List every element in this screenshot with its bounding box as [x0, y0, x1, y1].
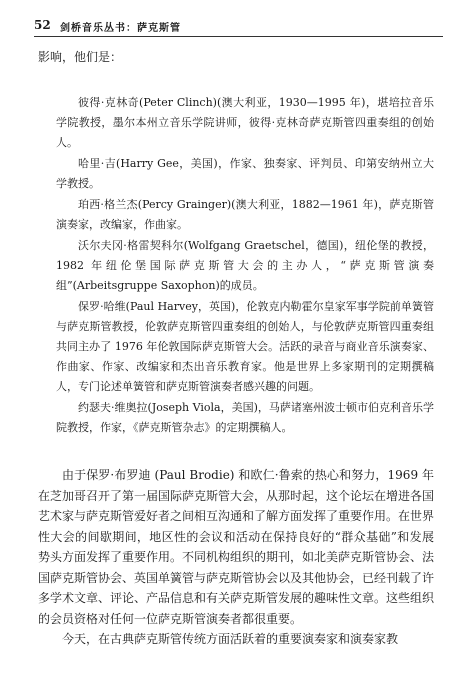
paragraph: 由于保罗·布罗迪 (Paul Brodie) 和欧仁·鲁索的热心和努力，1969 年在芝加哥召开了第一届国际萨克斯管大会，从那时起，这个论坛在增进各国艺术家与萨克斯管爱好者之间相互沟通和了解方面发挥了重要作用。在世界性大会的间歇期间，地区性的会议和活动在保持良好的“群众基础”和发展势头方面发挥了重要作用。不同机构组织的期刊，如北美萨克斯管协会、法国萨克斯管协会、英国单簧管与萨克斯管协会以及其他协会，已经刊载了许多学术文章、评论、产品信息和有关萨克斯管发展的趣味性文章。这些组织的会员资格对任何一位萨克斯管演奏者都很重要。 — [38, 468, 435, 626]
quoted-list — [56, 93, 434, 438]
intro-line: 影响，他们是： — [38, 50, 123, 64]
body-text — [38, 465, 434, 650]
list-item: 哈里·吉(Harry Gee，美国)，作家、独奏家、评判员、印第安纳州立大学教授。 — [56, 157, 434, 190]
running-title: 剑桥音乐丛书：萨克斯管 — [60, 23, 181, 34]
list-item: 沃尔夫冈·格雷契科尔(Wolfgang Graetschel，德国)，纽伦堡的教授，1982 年纽伦堡国际萨克斯管大会的主办人，“萨克斯管演奏组”(Arbeitsgruppe Saxophon)的成员。 — [56, 239, 434, 292]
page-number: 52 — [34, 18, 51, 32]
running-header — [34, 18, 441, 36]
list-item: 约瑟夫·维奥拉(Joseph Viola，美国)，马萨诸塞州波士顿市伯克利音乐学院教授，作家，《萨克斯管杂志》的定期撰稿人。 — [56, 401, 434, 434]
paragraph: 今天，在古典萨克斯管传统方面活跃着的重要演奏家和演奏家教 — [62, 632, 399, 646]
header-rule — [34, 36, 443, 37]
list-item: 彼得·克林奇(Peter Clinch)(澳大利亚，1930—1995 年)，堪培拉音乐学院教授，墨尔本州立音乐学院讲师，彼得·克林奇萨克斯管四重奏组的创始人。 — [56, 96, 434, 149]
list-item: 保罗·哈维(Paul Harvey，英国)，伦敦克内勒霍尔皇家军事学院前单簧管与萨克斯管教授，伦敦萨克斯管四重奏组的创始人，与伦敦萨克斯管四重奏组共同主办了 1976 年伦敦国际萨克斯管大会。活跃的录音与商业音乐演奏家、作曲家、作家、改编家和杰出音乐教育家。他是世界上多家期刊的定期撰稿人，专门论述单簧管和萨克斯管演奏者感兴趣的问题。 — [56, 300, 434, 393]
list-item: 珀西·格兰杰(Percy Grainger)(澳大利亚，1882—1961 年)，萨克斯管演奏家，改编家，作曲家。 — [56, 198, 434, 231]
